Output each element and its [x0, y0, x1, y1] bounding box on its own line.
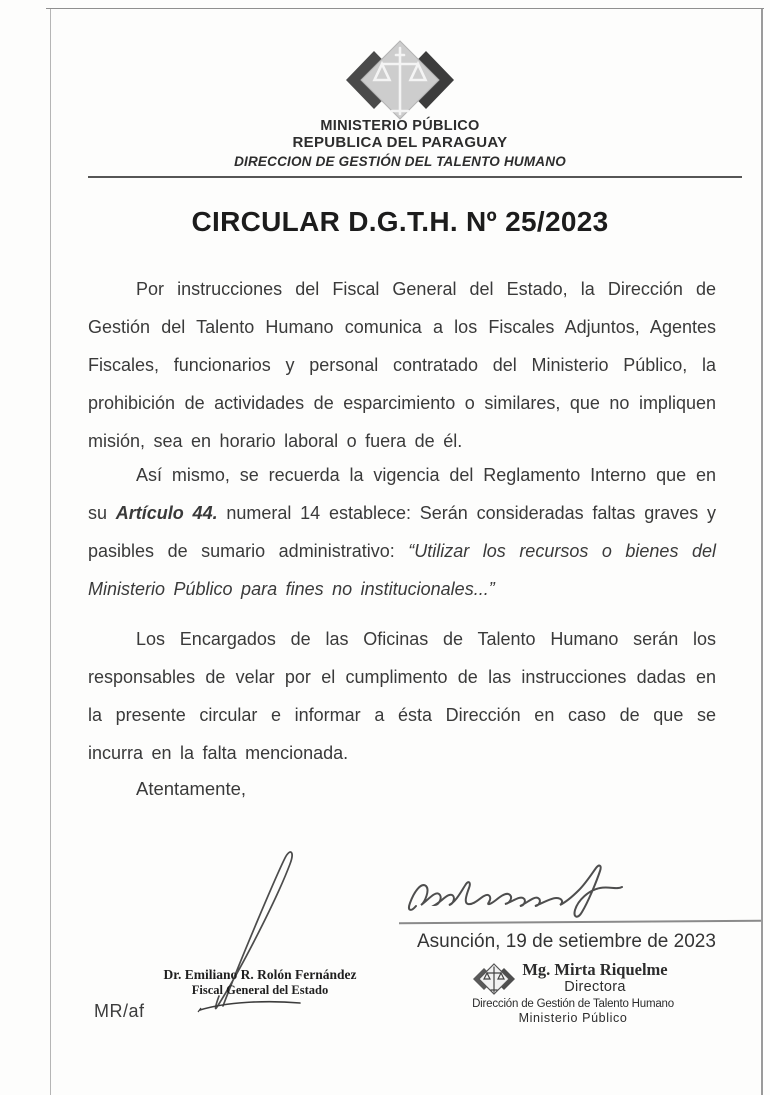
fiscal-general-name: Dr. Emiliano R. Rolón Fernández: [163, 967, 357, 982]
letterhead: [30, 118, 770, 170]
paragraph-3: Los Encargados de las Oficinas de Talento Humano serán los responsables de velar por el cumplimento de las instrucciones dadas en la presente circular e informar a ésta Dirección en caso de que se incurra en la falta mencionada.: [88, 629, 716, 763]
paragraph-2-mid: numeral 14 establece: Serán consideradas faltas graves y pasibles de sumario administrativo:: [88, 503, 716, 561]
paragraph-2: [88, 456, 716, 608]
paragraph-2-article-ref: Artículo 44.: [115, 503, 218, 523]
fiscal-general-signature-block: [160, 967, 360, 998]
directora-stamp-block: [450, 960, 696, 1026]
directora-org: Ministerio Público: [518, 1011, 628, 1025]
directora-signature-script: [406, 860, 646, 922]
scales-of-justice-emblem-icon: [341, 31, 459, 129]
letterhead-org: MINISTERIO PÚBLICO: [320, 118, 480, 134]
signature-flourish: [196, 999, 306, 1013]
page-border-right: [761, 9, 763, 1095]
paragraph-1: Por instrucciones del Fiscal General del Estado, la Dirección de Gestión del Talento Humano comunica a los Fiscales Adjuntos, Agentes Fiscales, funcionarios y personal contratado del Ministerio Público, la prohibición de actividades de esparcimiento o similares, que no impliquen misión, sea en horario laboral o fuera de él.: [88, 279, 716, 451]
directora-office: Dirección de Gestión de Talento Humano: [472, 998, 674, 1010]
document-title: CIRCULAR D.G.T.H. Nº 25/2023: [191, 206, 609, 237]
directora-name: Mg. Mirta Riquelme: [522, 960, 668, 979]
mini-scales-emblem-icon: [472, 961, 516, 997]
page-border-top: [46, 8, 764, 9]
paragraph-2-pre: Así mismo, se recuerda la vigencia del Reglamento Interno que en su: [88, 465, 716, 523]
letterhead-country: REPUBLICA DEL PARAGUAY: [292, 134, 508, 151]
letterhead-divider: [88, 176, 742, 178]
reference-initials: MR/af: [94, 1001, 145, 1021]
letterhead-direction: DIRECCION DE GESTIÓN DEL TALENTO HUMANO: [234, 154, 566, 169]
page-border-left: [50, 9, 51, 1095]
place-and-date: Asunción, 19 de setiembre de 2023: [417, 931, 716, 952]
directora-title: Directora: [564, 979, 626, 995]
paragraph-2-quote: “Utilizar los recursos o bienes del Ministerio Público para fines no institucionales...”: [88, 541, 716, 599]
fiscal-general-title: Fiscal General del Estado: [191, 983, 329, 997]
closing-salutation: Atentamente,: [136, 778, 247, 799]
